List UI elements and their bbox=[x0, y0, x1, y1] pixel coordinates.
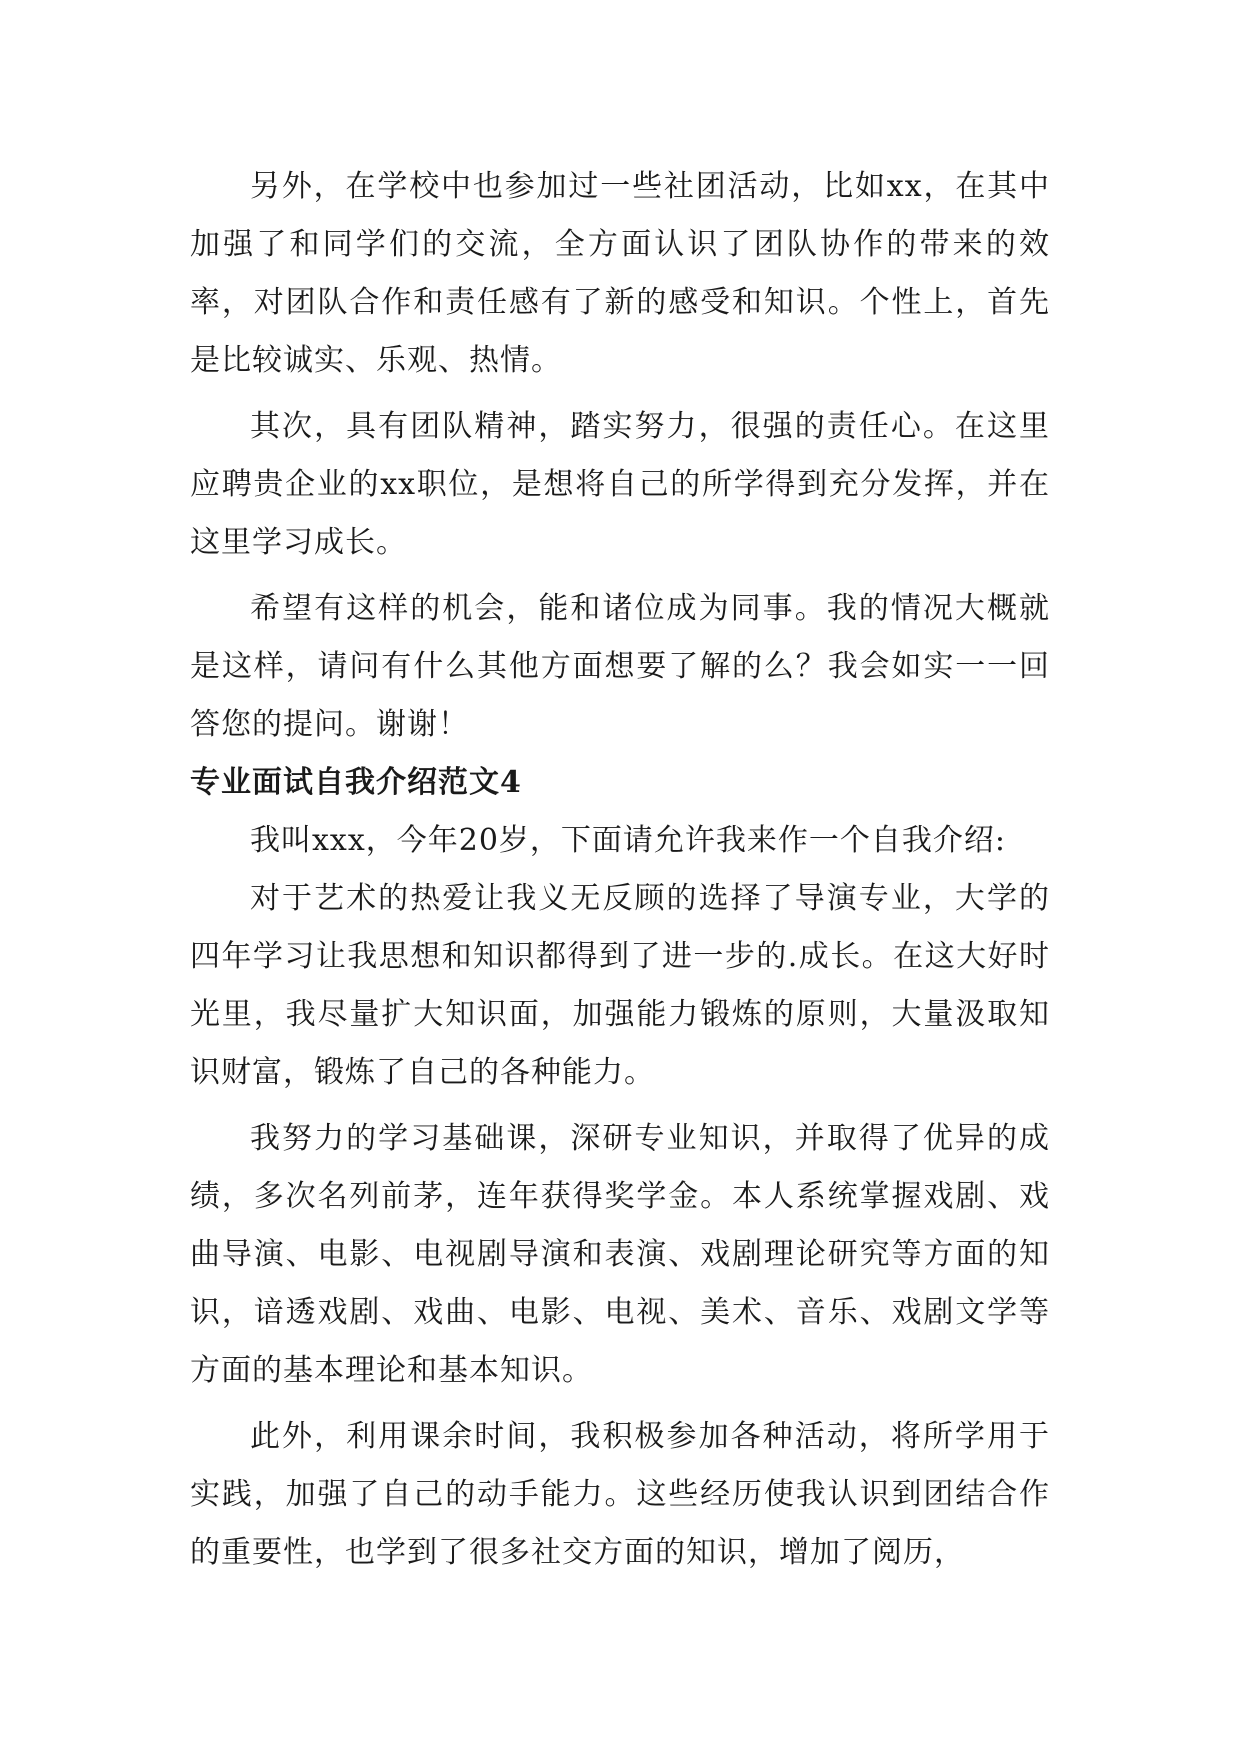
paragraph-gap bbox=[190, 572, 1050, 580]
paragraph-study: 我努力的学习基础课，深研专业知识，并取得了优异的成绩，多次名列前茅，连年获得奖学金。本人系统掌握戏剧、戏曲导演、电影、电视剧导演和表演、戏剧理论研究等方面的知识，谙透戏剧、戏曲、电影、电视、美术、音乐、戏剧文学等方面的基本理论和基本知识。 bbox=[190, 1121, 1050, 1388]
paragraph-art: 对于艺术的热爱让我义无反顾的选择了导演专业，大学的四年学习让我思想和知识都得到了进一步的.成长。在这大好时光里，我尽量扩大知识面，加强能力锻炼的原则，大量汲取知识财富，锻炼了自己的各种能力。 bbox=[190, 881, 1050, 1090]
paragraph-gap bbox=[190, 390, 1050, 398]
document-body bbox=[190, 158, 1050, 1582]
paragraph-clubs: 另外，在学校中也参加过一些社团活动，比如xx，在其中加强了和同学们的交流，全方面认识了团队协作的带来的效率，对团队合作和责任感有了新的感受和知识。个性上，首先是比较诚实、乐观、热情。 bbox=[190, 169, 1050, 378]
paragraph-intro: 我叫xxx，今年20岁，下面请允许我来作一个自我介绍: bbox=[250, 823, 1007, 858]
section-title: 专业面试自我介绍范文4 bbox=[190, 765, 522, 800]
paragraph-closing: 希望有这样的机会，能和诸位成为同事。我的情况大概就是这样，请问有什么其他方面想要了解的么？我会如实一一回答您的提问。谢谢！ bbox=[190, 591, 1050, 742]
paragraph-gap bbox=[190, 1400, 1050, 1408]
paragraph-gap bbox=[190, 1102, 1050, 1110]
paragraph-teamwork: 其次，具有团队精神，踏实努力，很强的责任心。在这里应聘贵企业的xx职位，是想将自己的所学得到充分发挥，并在这里学习成长。 bbox=[190, 409, 1050, 560]
paragraph-activities: 此外，利用课余时间，我积极参加各种活动，将所学用于实践，加强了自己的动手能力。这些经历使我认识到团结合作的重要性，也学到了很多社交方面的知识，增加了阅历， bbox=[190, 1419, 1050, 1570]
